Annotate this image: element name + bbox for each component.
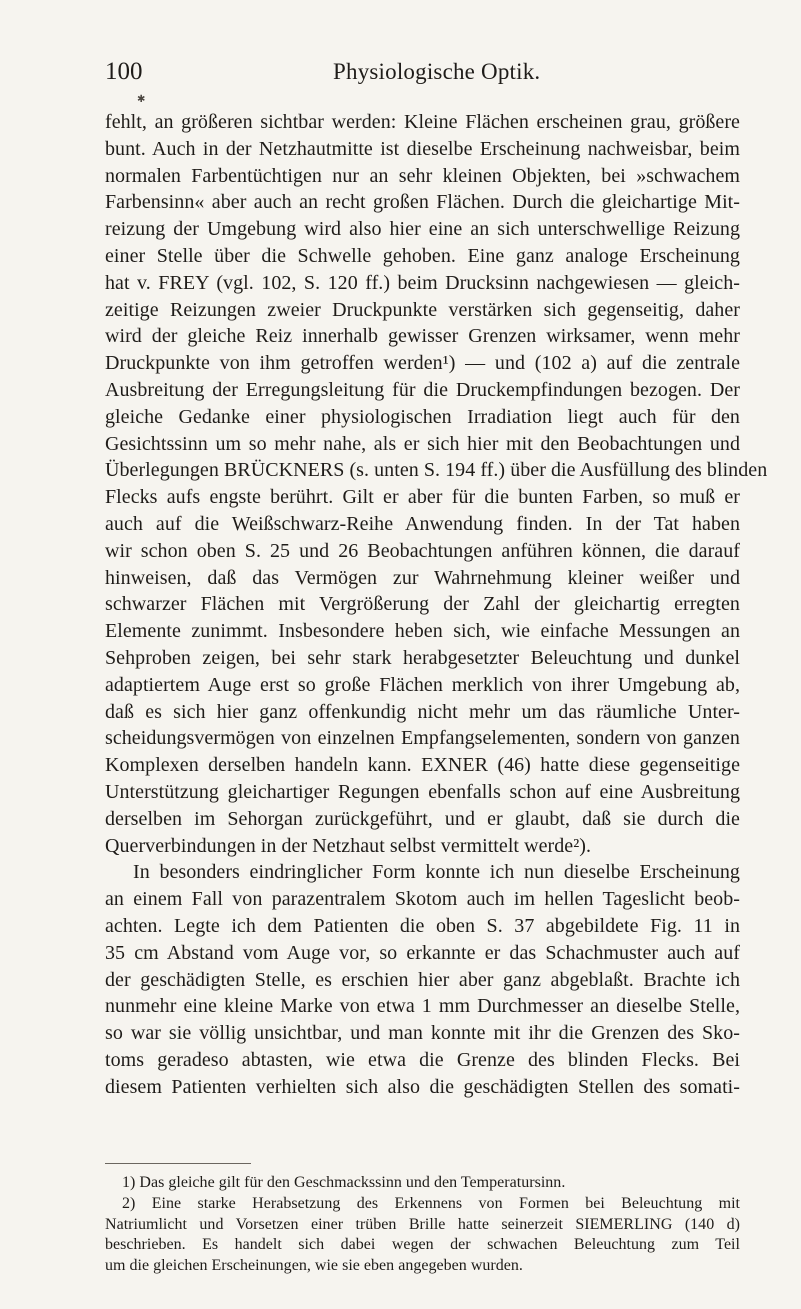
footnote-line: um die gleichen Erscheinungen, wie sie eben angegeben wurden. (105, 1257, 523, 1275)
text-line: Flecks aufs engste berührt. Gilt er aber für die bunten Farben, so muß er (105, 486, 740, 509)
text-line: toms geradeso abtasten, wie etwa die Grenze des blinden Flecks. Bei (105, 1048, 740, 1071)
text-line: hinweisen, daß das Vermögen zur Wahrnehmung kleiner weißer und (105, 566, 740, 589)
page-header (105, 58, 740, 90)
main-text (105, 109, 768, 1100)
text-line: Gesichtssinn um so mehr nahe, als er sich hier mit den Beobachtungen und (105, 432, 740, 455)
text-line: daß es sich hier ganz offenkundig nicht mehr um das räumliche Unter- (105, 700, 740, 723)
text-line: achten. Legte ich dem Patienten die oben S. 37 abgebildete Fig. 11 in (105, 914, 740, 937)
text-line: zeitige Reizungen zweier Druckpunkte verstärken sich gegenseitig, daher (105, 298, 740, 321)
text-line: der geschädigten Stelle, es erschien hier aber ganz abgeblaßt. Brachte ich (105, 968, 740, 991)
text-line: derselben im Sehorgan zurückgeführt, und er glaubt, daß sie durch die (105, 807, 740, 830)
page-number: 100 (105, 58, 143, 85)
text-line: bunt. Auch in der Netzhautmitte ist dieselbe Erscheinung nachweisbar, beim (105, 137, 740, 160)
text-line: Überlegungen BRÜCKNERS (s. unten S. 194 ff.) über die Ausfüllung des blinden (105, 459, 768, 482)
text-line: nunmehr eine kleine Marke von etwa 1 mm Durchmesser an dieselbe Stelle, (105, 995, 740, 1018)
footnotes (105, 1173, 740, 1277)
text-line: Komplexen derselben handeln kann. EXNER (46) hatte diese gegenseitige (105, 754, 740, 777)
text-line: an einem Fall von parazentralem Skotom auch im hellen Tageslicht beob- (105, 888, 740, 911)
text-line: wird der gleiche Reiz innerhalb gewisser Grenzen wirksamer, wenn mehr (105, 325, 740, 348)
asterisk-mark: ✱ (137, 94, 146, 105)
text-line: adaptiertem Auge erst so große Flächen merklich von ihrer Umgebung ab, (105, 673, 740, 696)
text-line: diesem Patienten verhielten sich also die geschädigten Stellen des somati- (105, 1075, 740, 1098)
text-line: so war sie völlig unsichtbar, und man konnte mit ihr die Grenzen des Sko- (105, 1022, 740, 1045)
footnote-line: Natriumlicht und Vorsetzen einer trüben Brille hatte seinerzeit SIEMERLING (140 d) (105, 1215, 740, 1233)
text-line: scheidungsvermögen von einzelnen Empfangselementen, sondern von ganzen (105, 727, 740, 750)
footnote-line: 2) Eine starke Herabsetzung des Erkennens von Formen bei Beleuchtung mit (122, 1194, 740, 1212)
text-line: Querverbindungen in der Netzhaut selbst vermittelt werde²). (105, 834, 592, 857)
text-line: Sehproben zeigen, bei sehr stark herabgesetzter Beleuchtung und dunkel (105, 646, 740, 669)
text-line: Ausbreitung der Erregungsleitung für die Druckempfindungen bezogen. Der (105, 378, 740, 401)
text-line: In besonders eindringlicher Form konnte ich nun dieselbe Erscheinung (133, 861, 740, 884)
text-line: auch auf die Weißschwarz-Reihe Anwendung finden. In der Tat haben (105, 512, 740, 535)
text-line: Farbensinn« aber auch an recht großen Flächen. Durch die gleichartige Mit- (105, 191, 740, 214)
footnote-line: beschrieben. Es handelt sich dabei wegen der schwachen Beleuchtung zum Teil (105, 1236, 740, 1254)
text-line: Elemente zunimmt. Insbesondere heben sich, wie einfache Messungen an (105, 620, 740, 643)
text-line: Druckpunkte von ihm getroffen werden¹) — und (102 a) auf die zentrale (105, 352, 740, 375)
running-title: Physiologische Optik. (333, 59, 541, 84)
text-line: reizung der Umgebung wird also hier eine an sich unterschwellige Reizung (105, 218, 740, 241)
text-line: einer Stelle über die Schwelle gehoben. Eine ganz analoge Erscheinung (105, 244, 740, 267)
text-line: wir schon oben S. 25 und 26 Beobachtungen anführen können, die darauf (105, 539, 740, 562)
text-line: Unterstützung gleichartiger Regungen ebenfalls schon auf eine Ausbreitung (105, 780, 740, 803)
text-line: 35 cm Abstand vom Auge vor, so erkannte er das Schachmuster auch auf (105, 941, 740, 964)
text-line: normalen Farbentüchtigen nur an sehr kleinen Objekten, bei »schwachem (105, 164, 740, 187)
text-line: fehlt, an größeren sichtbar werden: Kleine Flächen erscheinen grau, größere (105, 111, 740, 133)
text-line: hat v. FREY (vgl. 102, S. 120 ff.) beim Drucksinn nachgewiesen — gleich- (105, 271, 740, 294)
text-line: schwarzer Flächen mit Vergrößerung der Zahl der gleichartig erregten (105, 593, 740, 616)
footnote-line: 1) Das gleiche gilt für den Geschmackssinn und den Temperatursinn. (122, 1174, 566, 1191)
footnote-divider (105, 1163, 251, 1164)
text-line: gleiche Gedanke einer physiologischen Irradiation liegt auch für den (105, 405, 740, 428)
